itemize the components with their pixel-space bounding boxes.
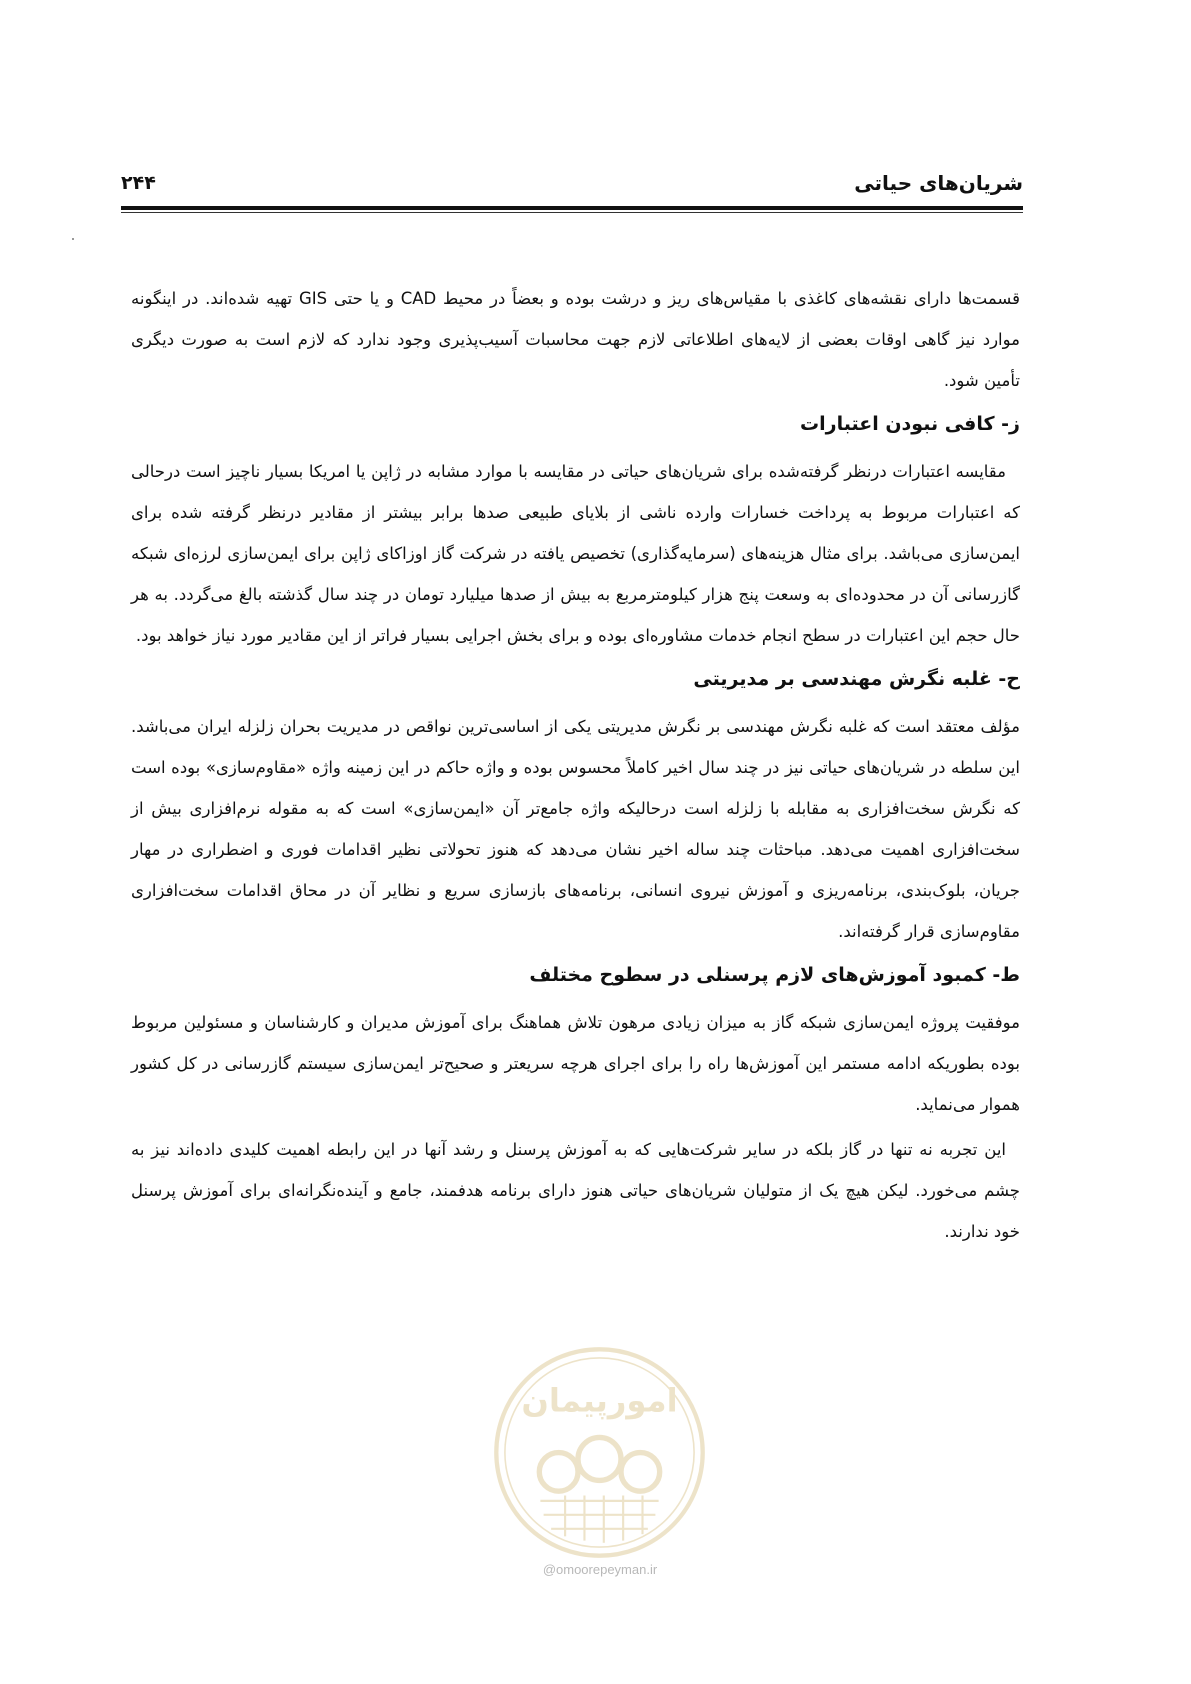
header-rule-thin xyxy=(121,212,1023,213)
body-text xyxy=(131,278,1020,1256)
watermark-logo-text: امورپیمان xyxy=(521,1381,678,1420)
section-heading-funding: ز- کافی نبودن اعتبارات xyxy=(800,413,1020,435)
scan-speck xyxy=(72,238,74,240)
header-rule-thick xyxy=(121,206,1023,210)
section-heading-engineering: ح- غلبه نگرش مهندسی بر مدیریتی xyxy=(693,668,1020,690)
watermark-url: @omoorepeyman.ir xyxy=(542,1562,658,1577)
running-header xyxy=(121,164,1023,202)
section-paragraph: موفقیت پروژه ایمن‌سازی شبکه گاز به میزان زیادی مرهون تلاش هماهنگ برای آموزش مدیران و کارشناسان و مسئولین مربوط بوده بطوریکه ادامه مستمر این آموزش‌ها راه را برای اجرای هرچه سریعتر و صحیح‌تر ایمن‌سازی سیستم گازرسانی در کل کشور هموار می‌نماید. xyxy=(131,1013,1020,1114)
section-heading-training: ط- کمبود آموزش‌های لازم پرسنلی در سطوح مختلف xyxy=(529,964,1020,986)
section-paragraph: مقایسه اعتبارات درنظر گرفته‌شده برای شریان‌های حیاتی در مقایسه با موارد مشابه در ژاپن یا امریکا بسیار ناچیز است درحالی که اعتبارات مربوط به پرداخت خسارات وارده ناشی از بلایای طبیعی صدها برابر بیشتر از مقادیر درنظر گرفته شده برای ایمن‌سازی می‌باشد. برای مثال هزینه‌های (سرمایه‌گذاری) تخصیص یافته در شرکت گاز اوزاکای ژاپن برای ایمن‌سازی لرزه‌ای شبکه گازرسانی آن در محدوده‌ای به وسعت پنج هزار کیلومترمربع به بیش از صدها میلیارد تومان در چند سال گذشته بالغ می‌گردد. به هر حال حجم این اعتبارات در سطح انجام خدمات مشاوره‌ای بوده و برای بخش اجرایی بسیار فراتر از این مقادیر مورد نیاز خواهد بود. xyxy=(131,462,1020,645)
section-paragraph: این تجربه نه تنها در گاز بلکه در سایر شرکت‌هایی که به آموزش پرسنل و رشد آنها در این رابطه اهمیت کلیدی داده‌اند نیز به چشم می‌خورد. لیکن هیچ یک از متولیان شریان‌های حیاتی هنوز دارای برنامه هدفمند، جامع و آینده‌نگرانه‌ای برای آموزش پرسنل خود ندارند. xyxy=(131,1140,1020,1241)
page-number: ۲۴۴ xyxy=(121,172,156,194)
section-paragraph: مؤلف معتقد است که غلبه نگرش مهندسی بر نگرش مدیریتی یکی از اساسی‌ترین نواقص در مدیریت بحران زلزله ایران می‌باشد. این سلطه در شریان‌های حیاتی نیز در چند سال اخیر کاملاً محسوس بوده و واژه حاکم در این زمینه واژه «مقاوم‌سازی» بوده است که نگرش سخت‌افزاری به مقابله با زلزله است درحالیکه واژه جامع‌تر آن «ایمن‌سازی» است که به مقوله نرم‌افزاری بیش از سخت‌افزاری اهمیت می‌دهد. مباحثات چند ساله اخیر نشان می‌دهد که هنوز تحولاتی نظیر اقدامات فوری و اضطراری در مهار جریان، بلوک‌بندی، برنامه‌ریزی و آموزش نیروی انسانی، برنامه‌های بازسازی سریع و نظایر آن در محاق اقدامات سخت‌افزاری مقاوم‌سازی قرار گرفته‌اند. xyxy=(131,717,1020,941)
watermark-logo xyxy=(492,1345,707,1560)
intro-paragraph: قسمت‌ها دارای نقشه‌های کاغذی با مقیاس‌های ریز و درشت بوده و بعضاً در محیط CAD و یا حتی GIS تهیه شده‌اند. در اینگونه موارد نیز گاهی اوقات بعضی از لایه‌های اطلاعاتی لازم جهت محاسبات آسیب‌پذیری وجود ندارد که لازم است به صورت دیگری تأمین شود. xyxy=(131,289,1020,390)
running-title: شریان‌های حیاتی xyxy=(854,171,1023,195)
